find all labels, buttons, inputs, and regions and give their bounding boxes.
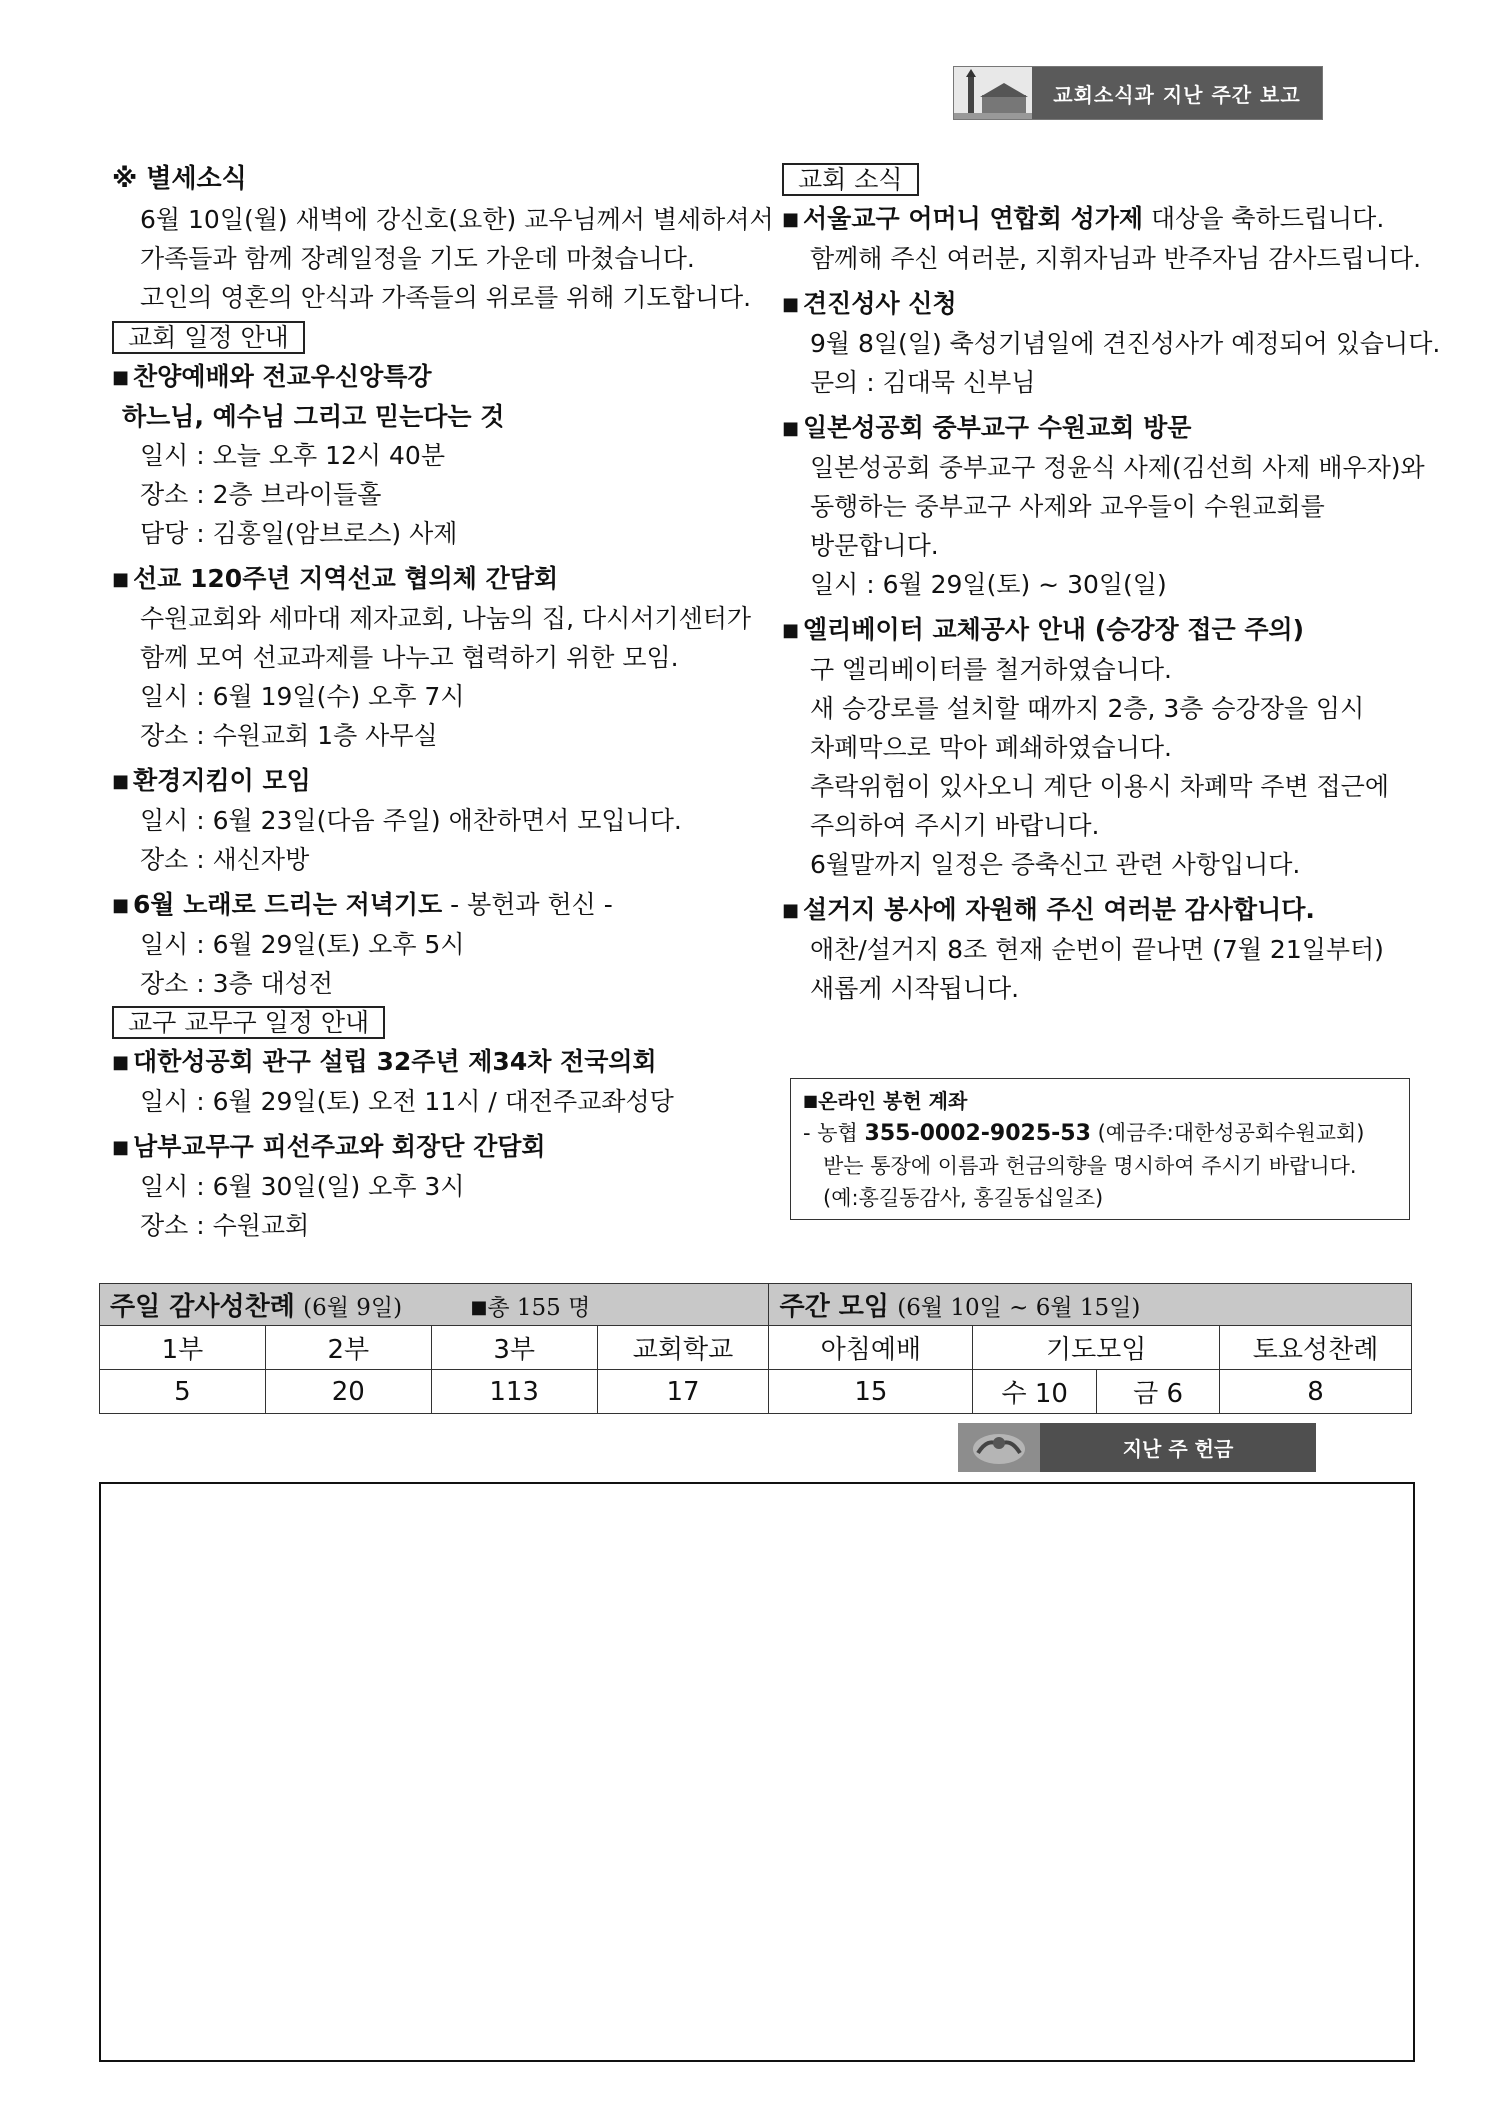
table-header-cell: 기도모임 xyxy=(973,1326,1220,1370)
table-cell: 5 xyxy=(100,1370,266,1414)
item-line: 주의하여 주시기 바랍니다. xyxy=(810,811,1100,840)
news-item xyxy=(782,284,1441,402)
account-title: ■온라인 봉헌 계좌 xyxy=(803,1089,968,1113)
obituary-line: 고인의 영혼의 안식과 가족들의 위로를 위해 기도합니다. xyxy=(140,283,752,312)
table-header-cell: 토요성찬례 xyxy=(1220,1326,1412,1370)
item-title: ■ 환경지킴이 모임 xyxy=(112,766,311,795)
item-title: ■ 일본성공회 중부교구 수원교회 방문 xyxy=(782,413,1192,442)
sunday-header: 주일 감사성찬례 (6월 9일) ■총 155 명 xyxy=(100,1284,769,1326)
item-title: ■ 6월 노래로 드리는 저녁기도 - 봉헌과 헌신 - xyxy=(112,890,613,919)
table-header-cell: 3부 xyxy=(431,1326,597,1370)
item-line: 일시 : 6월 23일(다음 주일) 애찬하면서 모입니다. xyxy=(140,806,682,835)
item-line: 9월 8일(일) 축성기념일에 견진성사가 예정되어 있습니다. xyxy=(810,329,1441,358)
item-line: 담당 : 김홍일(암브로스) 사제 xyxy=(140,519,458,548)
item-line: 일시 : 6월 19일(수) 오후 7시 xyxy=(140,682,465,711)
table-cell: 113 xyxy=(431,1370,597,1414)
news-item xyxy=(782,890,1402,1008)
item-line: 장소 : 새신자방 xyxy=(140,845,310,874)
diocese-item xyxy=(112,1127,772,1245)
item-line: 장소 : 2층 브라이들홀 xyxy=(140,480,382,509)
table-header-cell: 1부 xyxy=(100,1326,266,1370)
item-line: 방문합니다. xyxy=(810,531,939,560)
offering-title: 지난 주 헌금 xyxy=(1040,1423,1316,1472)
obituary-line: 6월 10일(월) 새벽에 강신호(요한) 교우님께서 별세하셔서 xyxy=(140,205,774,234)
left-column xyxy=(112,160,772,1245)
item-line: 구 엘리베이터를 철거하였습니다. xyxy=(810,655,1172,684)
schedule-item xyxy=(112,885,772,1003)
hands-icon xyxy=(958,1423,1040,1472)
item-title: ■ 설거지 봉사에 자원해 주신 여러분 감사합니다. xyxy=(782,895,1315,924)
item-title: ■ 남부교무구 피선주교와 회장단 간담회 xyxy=(112,1132,546,1161)
right-column xyxy=(782,160,1441,1008)
schedule-heading: 교회 일정 안내 xyxy=(112,321,305,354)
attendance-header-row xyxy=(100,1284,1412,1326)
table-cell: 15 xyxy=(769,1370,973,1414)
news-item xyxy=(782,408,1425,604)
table-cell: 8 xyxy=(1220,1370,1412,1414)
item-line: 추락위험이 있사오니 계단 이용시 차폐막 주변 접근에 xyxy=(810,772,1389,801)
table-cell: 수 10 xyxy=(973,1370,1097,1414)
item-line: 일시 : 6월 29일(토) 오후 5시 xyxy=(140,930,465,959)
obituary-heading: ※ 별세소식 xyxy=(112,164,247,194)
item-line: 새 승강로를 설치할 때까지 2층, 3층 승강장을 임시 xyxy=(810,694,1365,723)
table-cell: 17 xyxy=(597,1370,769,1414)
item-title: ■ 서울교구 어머니 연합회 성가제 대상을 축하드립니다. xyxy=(782,204,1385,233)
schedule-item xyxy=(112,761,772,879)
attendance-value-row xyxy=(100,1370,1412,1414)
item-line: 일시 : 6월 29일(토) 오전 11시 / 대전주교좌성당 xyxy=(140,1087,674,1116)
account-example: (예:홍길동감사, 홍길동십일조) xyxy=(823,1186,1104,1210)
news-item xyxy=(782,199,1422,278)
item-title: ■ 엘리베이터 교체공사 안내 (승강장 접근 주의) xyxy=(782,615,1305,644)
account-number: 355-0002-9025-53 xyxy=(864,1121,1091,1146)
item-line: 수원교회와 세마대 제자교회, 나눔의 집, 다시서기센터가 xyxy=(140,604,752,633)
item-line: 문의 : 김대묵 신부님 xyxy=(810,368,1036,397)
item-subtitle: 하느님, 예수님 그리고 믿는다는 것 xyxy=(122,402,505,431)
diocese-item xyxy=(112,1042,772,1121)
item-line: 차폐막으로 막아 폐쇄하였습니다. xyxy=(810,733,1172,762)
item-line: 6월말까지 일정은 증축신고 관련 사항입니다. xyxy=(810,850,1301,879)
attendance-table xyxy=(99,1283,1412,1414)
table-cell: 20 xyxy=(265,1370,431,1414)
header-title: 교회소식과 지난 주간 보고 xyxy=(1032,67,1322,119)
schedule-item xyxy=(112,559,772,755)
item-line: 애찬/설거지 8조 현재 순번이 끝나면 (7월 21일부터) xyxy=(810,935,1384,964)
item-line: 장소 : 수원교회 1층 사무실 xyxy=(140,721,438,750)
item-line: 일시 : 오늘 오후 12시 40분 xyxy=(140,441,445,470)
item-line: 새롭게 시작됩니다. xyxy=(810,974,1020,1003)
church-logo xyxy=(954,67,1032,119)
attendance-label-row xyxy=(100,1326,1412,1370)
weekly-header: 주간 모임 (6월 10일 ~ 6월 15일) xyxy=(769,1284,1412,1326)
item-line: 일시 : 6월 29일(토) ~ 30일(일) xyxy=(810,570,1167,599)
item-title: ■ 찬양예배와 전교우신앙특강 xyxy=(112,362,432,391)
schedule-item xyxy=(112,357,772,553)
item-line: 장소 : 3층 대성전 xyxy=(140,969,334,998)
header-banner xyxy=(953,66,1323,120)
item-line: 장소 : 수원교회 xyxy=(140,1211,310,1240)
item-line: 함께해 주신 여러분, 지휘자님과 반주자님 감사드립니다. xyxy=(810,244,1422,273)
news-item xyxy=(782,610,1402,884)
item-line: 일본성공회 중부교구 정윤식 사제(김선희 사제 배우자)와 xyxy=(810,453,1425,482)
table-header-cell: 교회학교 xyxy=(597,1326,769,1370)
online-account-box xyxy=(790,1078,1410,1220)
table-cell: 금 6 xyxy=(1097,1370,1220,1414)
obituary-line: 가족들과 함께 장례일정을 기도 가운데 마쳤습니다. xyxy=(140,244,695,273)
table-header-cell: 2부 xyxy=(265,1326,431,1370)
item-title: ■ 선교 120주년 지역선교 협의체 간담회 xyxy=(112,564,559,593)
table-header-cell: 아침예배 xyxy=(769,1326,973,1370)
item-title: ■ 견진성사 신청 xyxy=(782,289,957,318)
account-number-line: - 농협 355-0002-9025-53 (예금주:대한성공회수원교회) xyxy=(803,1121,1365,1146)
obituary-body xyxy=(112,200,772,317)
item-title: ■ 대한성공회 관구 설립 32주년 제34차 전국의회 xyxy=(112,1047,657,1076)
item-line: 동행하는 중부교구 사제와 교우들이 수원교회를 xyxy=(810,492,1325,521)
diocese-heading: 교구 교무구 일정 안내 xyxy=(112,1006,385,1039)
item-line: 함께 모여 선교과제를 나누고 협력하기 위한 모임. xyxy=(140,643,679,672)
offering-banner xyxy=(958,1423,1316,1472)
offering-box xyxy=(99,1482,1415,2062)
account-note: 받는 통장에 이름과 헌금의향을 명시하여 주시기 바랍니다. xyxy=(823,1154,1357,1178)
item-line: 일시 : 6월 30일(일) 오후 3시 xyxy=(140,1172,465,1201)
news-heading: 교회 소식 xyxy=(782,163,919,196)
